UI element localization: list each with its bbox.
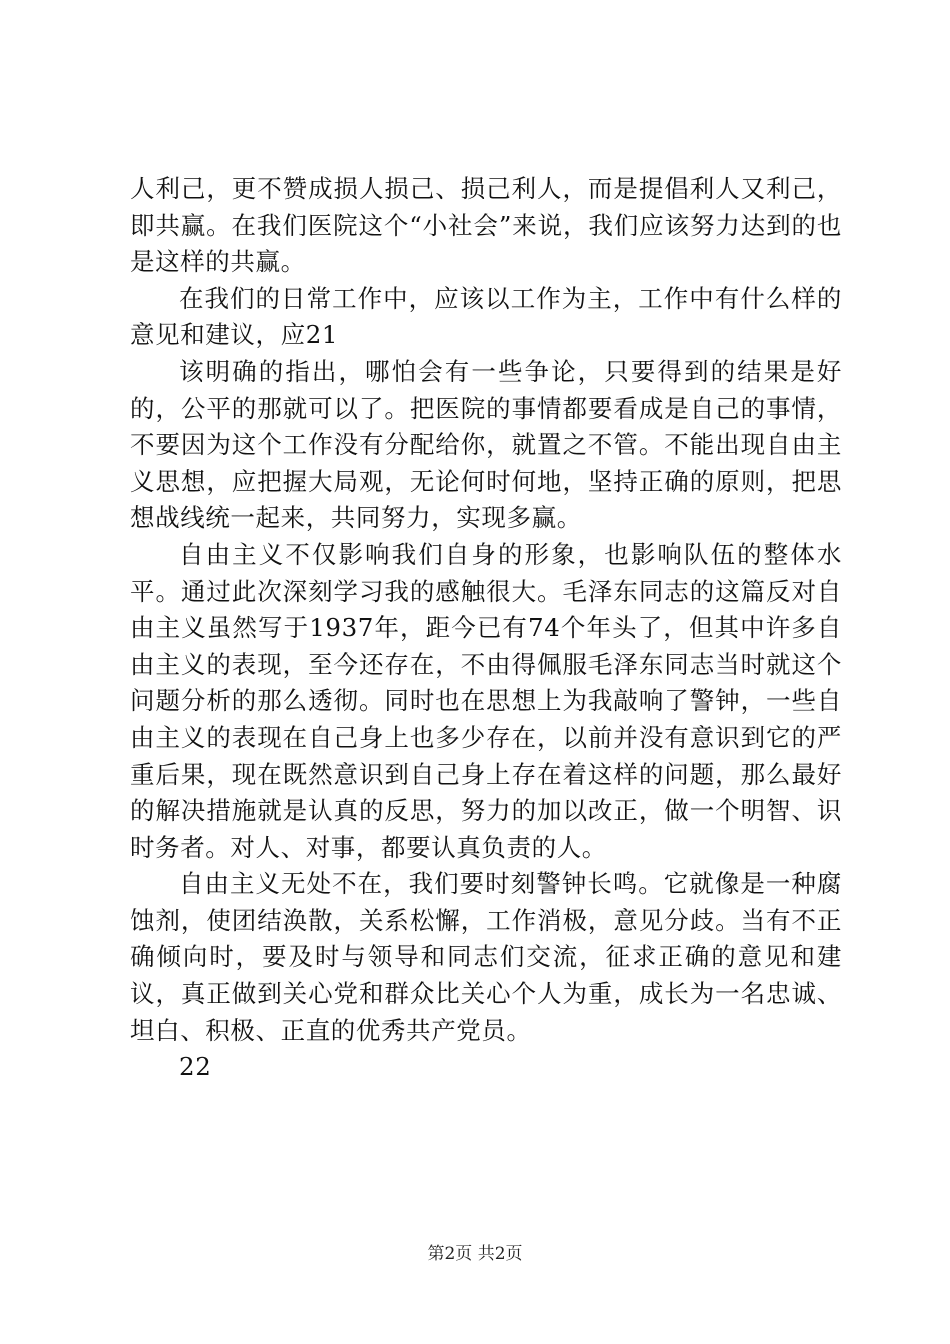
paragraph-2: 在我们的日常工作中，应该以工作为主，工作中有什么样的意见和建议，应21 xyxy=(130,283,842,350)
document-body xyxy=(130,171,842,1086)
paragraph-6: 22 xyxy=(179,1052,212,1082)
paragraph-1: 人利己，更不赞成损人损己、损己利人，而是提倡利人又利己，即共赢。在我们医院这个“小社会”来说，我们应该努力达到的也是这样的共赢。 xyxy=(130,174,842,277)
page-footer: 第2页 共2页 xyxy=(427,1244,523,1264)
paragraph-3: 该明确的指出，哪怕会有一些争论，只要得到的结果是好的，公平的那就可以了。把医院的事情都要看成是自己的事情，不要因为这个工作没有分配给你，就置之不管。不能出现自由主义思想，应把握大局观，无论何时何地，坚持正确的原则，把思想战线统一起来，共同努力，实现多赢。 xyxy=(130,356,842,533)
paragraph-5: 自由主义无处不在，我们要时刻警钟长鸣。它就像是一种腐蚀剂，使团结涣散，关系松懈，工作消极，意见分歧。当有不正确倾向时，要及时与领导和同志们交流，征求正确的意见和建议，真正做到关心党和群众比关心个人为重，成长为一名忠诚、坦白、积极、正直的优秀共产党员。 xyxy=(130,869,842,1045)
paragraph-4: 自由主义不仅影响我们自身的形象，也影响队伍的整体水平。通过此次深刻学习我的感触很大。毛泽东同志的这篇反对自由主义虽然写于1937年，距今已有74个年头了，但其中许多自由主义的表现，至今还存在，不由得佩服毛泽东同志当时就这个问题分析的那么透彻。同时也在思想上为我敲响了警钟，一些自由主义的表现在自己身上也多少存在，以前并没有意识到它的严重后果，现在既然意识到自己身上存在着这样的问题，那么最好的解决措施就是认真的反思，努力的加以改正，做一个明智、识时务者。对人、对事，都要认真负责的人。 xyxy=(130,539,842,862)
